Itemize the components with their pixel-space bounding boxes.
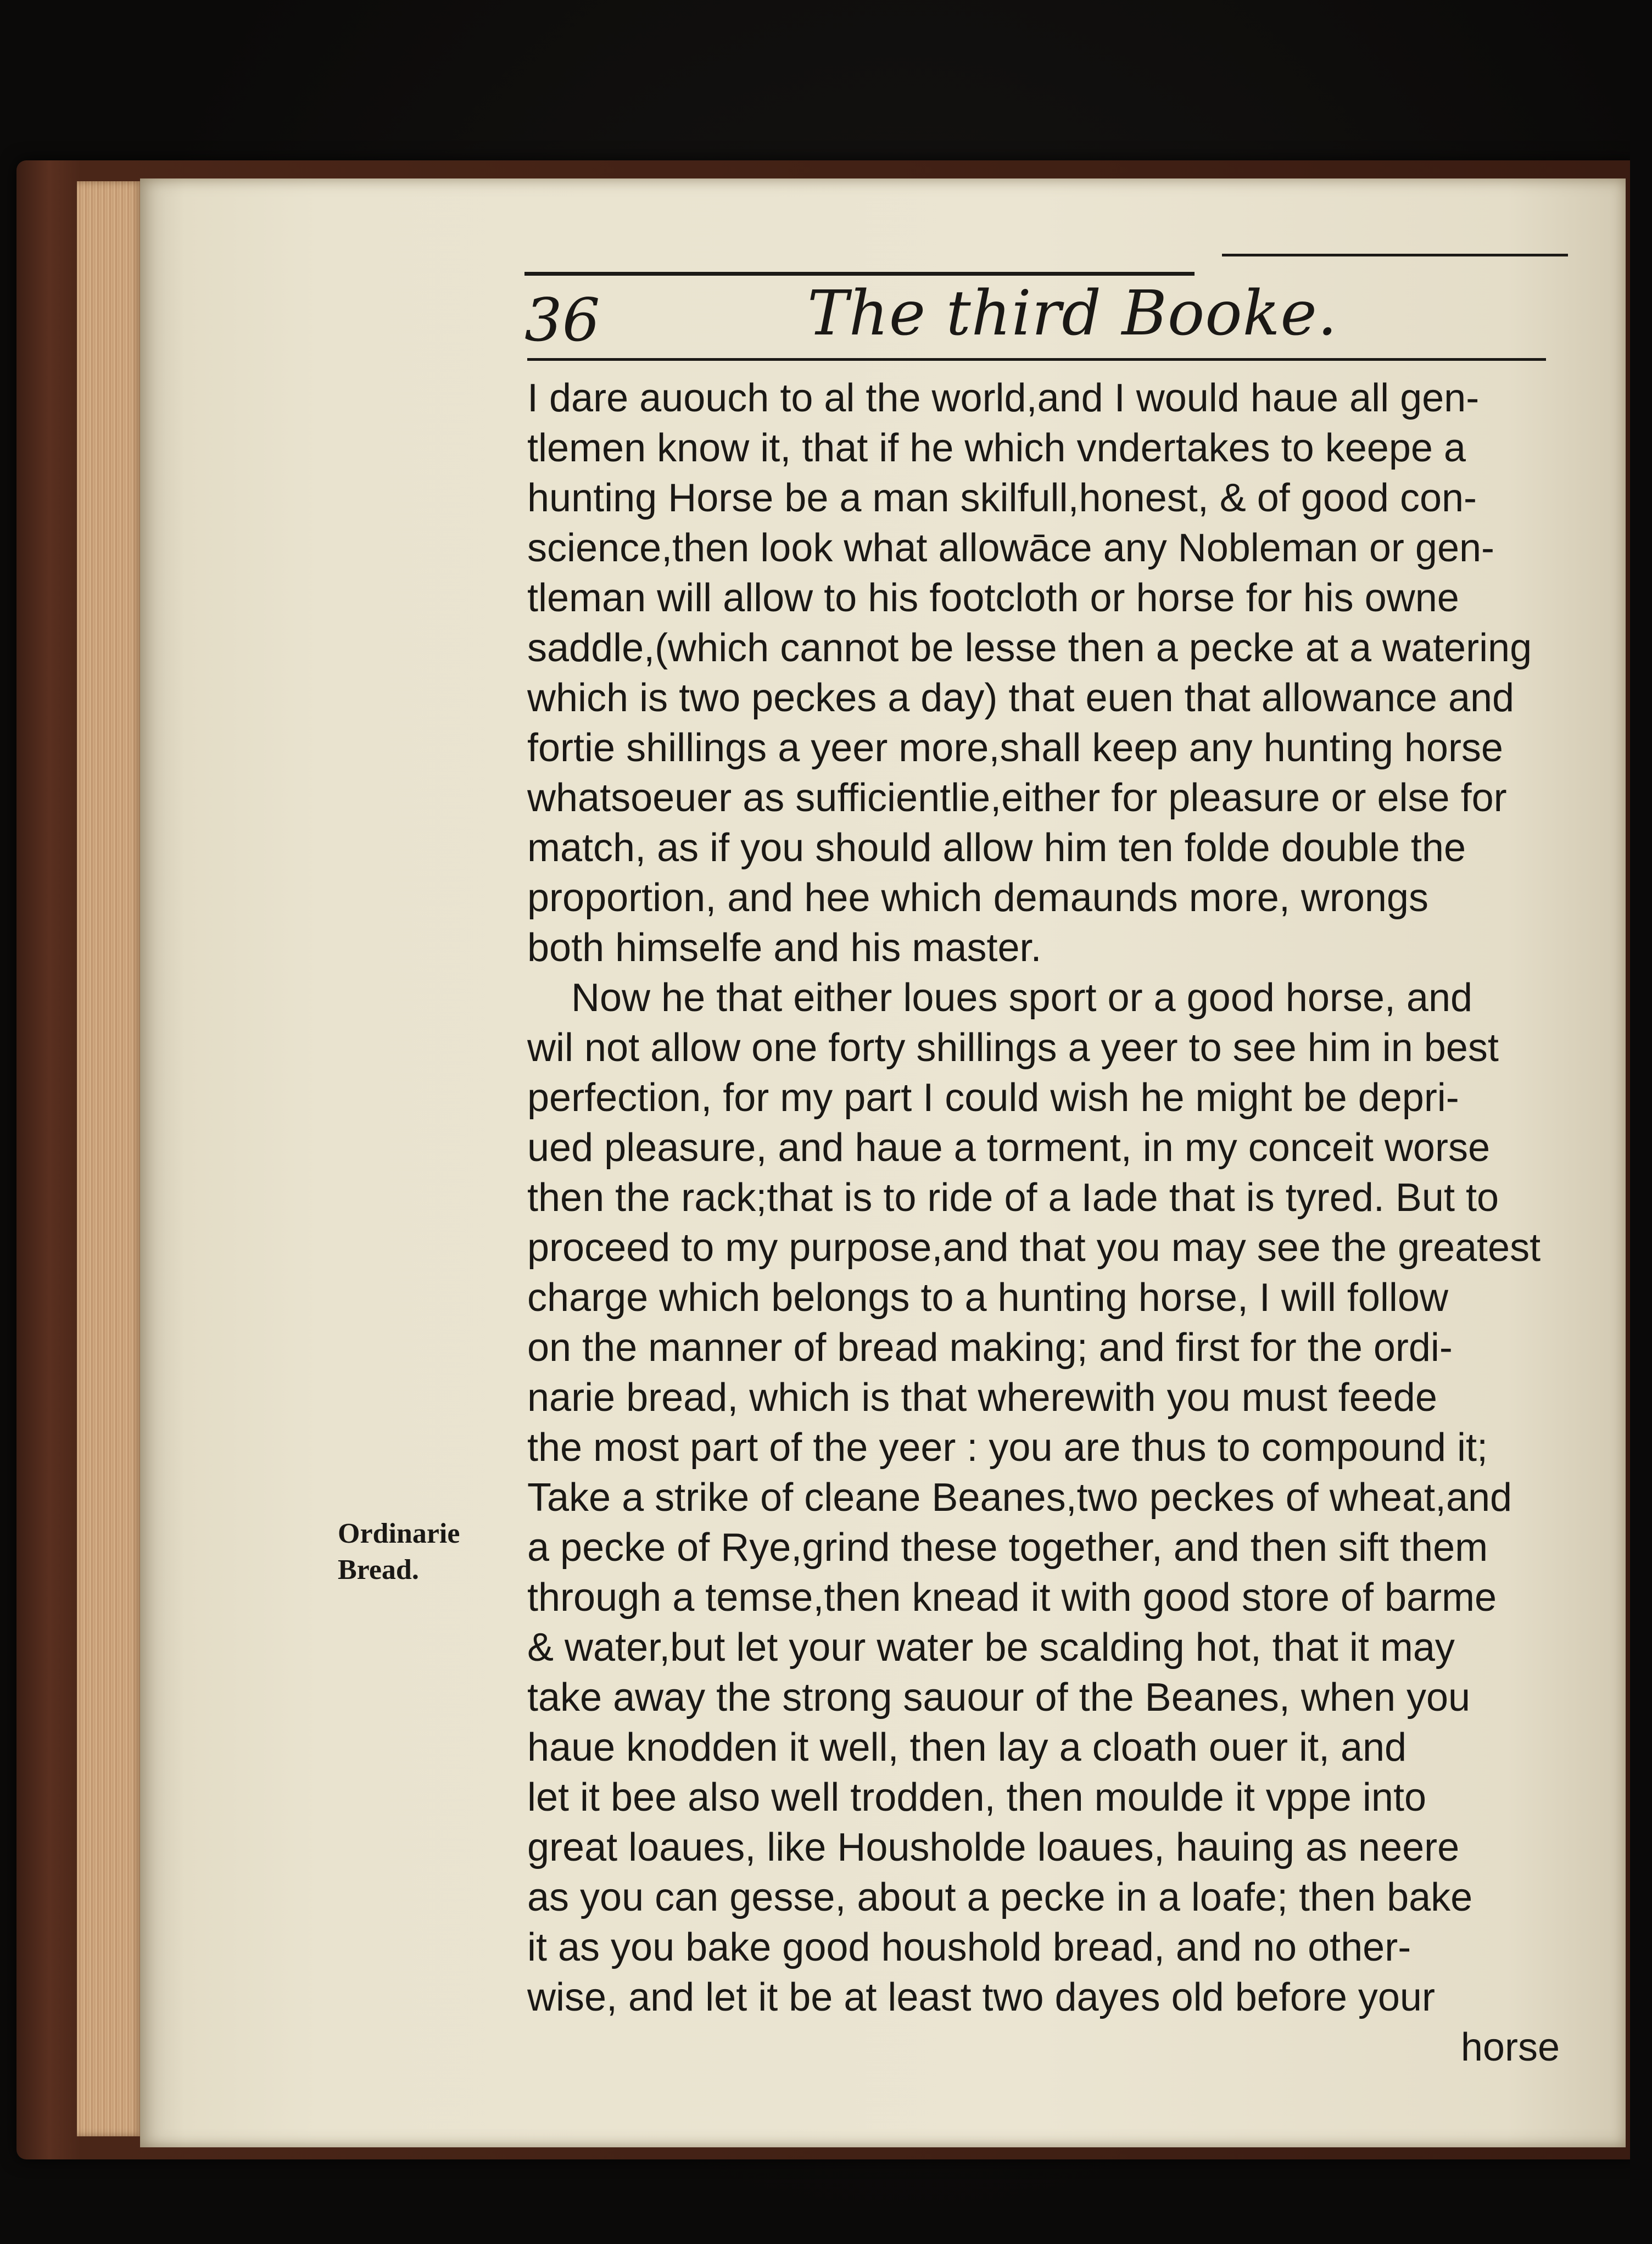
header-rule-left	[524, 272, 1195, 276]
text-line: hunting Horse be a man skilfull,honest, & of good con-	[527, 476, 1477, 520]
header-rule-right	[1222, 254, 1568, 256]
text-line: great loaues, like Housholde loaues, hauing as neere	[527, 1826, 1460, 1869]
scanner-edge	[1630, 0, 1652, 2244]
text-line: the most part of the yeer : you are thus to compound it;	[527, 1426, 1488, 1470]
text-line: haue knodden it well, then lay a cloath ouer it, and	[527, 1726, 1407, 1769]
text-line: science,then look what allowāce any Nobleman or gen-	[527, 526, 1495, 570]
text-line: wise, and let it be at least two dayes old before your	[527, 1975, 1435, 2019]
text-line: perfection, for my part I could wish he might be depri-	[527, 1076, 1459, 1120]
text-line: wil not allow one forty shillings a yeer to see him in best	[527, 1026, 1499, 1070]
text-line: fortie shillings a yeer more,shall keep any hunting horse	[527, 726, 1503, 770]
text-line: saddle,(which cannot be lesse then a pecke at a watering	[527, 626, 1532, 670]
text-line: let it bee also well trodden, then moulde it vppe into	[527, 1776, 1427, 1819]
page-edges	[77, 181, 143, 2136]
text-line: on the manner of bread making; and first for the ordi-	[527, 1326, 1453, 1370]
text-line: as you can gesse, about a pecke in a loafe; then bake	[527, 1875, 1473, 1919]
text-line: tleman will allow to his footcloth or horse for his owne	[527, 576, 1459, 620]
text-line: proportion, and hee which demaunds more, wrongs	[527, 876, 1428, 920]
text-line: match, as if you should allow him ten folde double the	[527, 826, 1466, 870]
text-line: & water,but let your water be scalding hot, that it may	[527, 1626, 1455, 1670]
text-line: charge which belongs to a hunting horse, I will follow	[527, 1276, 1448, 1320]
text-line: whatsoeuer as sufficientlie,either for pleasure or else for	[527, 776, 1507, 820]
page-number: 36	[524, 286, 600, 355]
catchword: horse	[1460, 2025, 1560, 2069]
text-line: narie bread, which is that wherewith you must feede	[527, 1376, 1437, 1420]
text-line: proceed to my purpose,and that you may see the greatest	[527, 1226, 1541, 1270]
text-line: Now he that either loues sport or a good horse, and	[571, 976, 1473, 1020]
running-head: The third Booke.	[807, 278, 1338, 349]
margin-note-line: Ordinarie	[338, 1518, 460, 1549]
text-line: Take a strike of cleane Beanes,two peckes of wheat,and	[527, 1476, 1513, 1520]
text-body	[527, 373, 1571, 2073]
text-line: tlemen know it, that if he which vndertakes to keepe a	[527, 426, 1466, 470]
text-line: both himselfe and his master.	[527, 926, 1042, 970]
text-line: ued pleasure, and haue a torment, in my conceit worse	[527, 1126, 1490, 1170]
text-line: a pecke of Rye,grind these together, and then sift them	[527, 1526, 1488, 1570]
text-line: through a temse,then knead it with good store of barme	[527, 1576, 1497, 1620]
text-line: take away the strong sauour of the Beanes, when you	[527, 1676, 1471, 1720]
header-underline	[527, 358, 1546, 361]
text-line: I dare auouch to al the world,and I would haue all gen-	[527, 376, 1480, 420]
margin-note	[338, 1516, 503, 1588]
margin-note-line: Bread.	[338, 1554, 419, 1586]
text-line: then the rack;that is to ride of a Iade that is tyred. But to	[527, 1176, 1499, 1220]
text-line: it as you bake good houshold bread, and no other-	[527, 1925, 1411, 1969]
text-line: which is two peckes a day) that euen that allowance and	[527, 676, 1515, 720]
